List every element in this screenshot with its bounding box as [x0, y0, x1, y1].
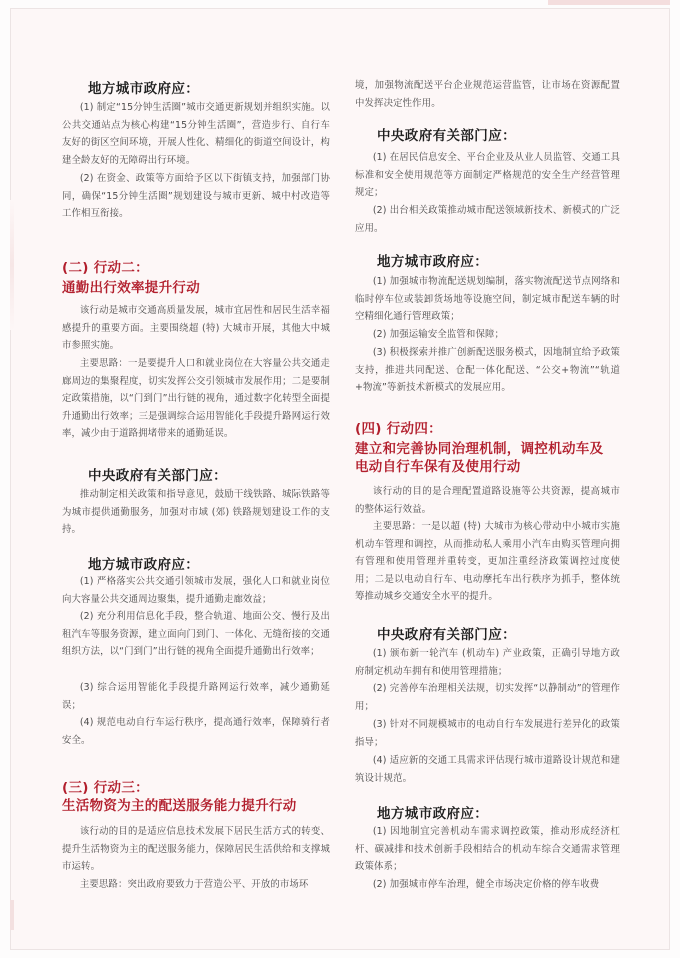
paragraph: (3) 针对不同规模城市的电动自行车发展进行差异化的政策指导； [355, 719, 620, 748]
heading-local-gov: 地方城市政府应： [377, 806, 489, 822]
left-edge-decoration [10, 200, 14, 330]
section-4-title-line1: 建立和完善协同治理机制，调控机动车及 [355, 441, 604, 457]
paragraph: 主要思路：一是要提升人口和就业岗位在大容量公共交通走廊周边的集聚程度，切实发挥公交引领城市发展作用；二是要制定政策措施，以“门到门”出行链的视角，通过数字化转型全面提升通勤出行效率；三是强调综合运用智能化手段提升路网运行效率，减少由于道路拥堵带来的通勤延误。 [62, 358, 330, 440]
paragraph: 主要思路：一是以超 (特) 大城市为核心带动中小城市实施机动车管理和调控，从而推动私人乘用小汽车由购买管理向拥有管理和使用管理并重转变，更加注重经济政策调控过度使用；二是以电动自行车、电动摩托车出行秩序为抓手，整体统筹推动城乡交通安全水平的提升。 [355, 521, 620, 603]
section-2-label: (二) 行动二： [62, 260, 149, 276]
paragraph: 境，加强物流配送平台企业规范运营监管，让市场在资源配置中发挥决定性作用。 [355, 80, 620, 109]
paragraph: (2) 加强城市停车治理，健全市场决定价格的停车收费 [372, 879, 600, 890]
top-accent-bar [548, 0, 670, 5]
section-3-title: 生活物资为主的配送服务能力提升行动 [62, 798, 297, 814]
section-3-label: (三) 行动三： [62, 780, 149, 796]
paragraph: (3) 积极探索并推广创新配送服务模式，因地制宜给予政策支持，推进共同配送、仓配一体化配送、“公交+物流”“轨道+物流”等新技术新模式的发展应用。 [355, 347, 620, 394]
paragraph: (1) 因地制宜完善机动车需求调控政策，推动形成经济杠杆、碳减排和技术创新手段相结合的机动车综合交通需求管理政策体系； [355, 826, 620, 873]
paragraph: (4) 规范电动自行车运行秩序，提高通行效率，保障骑行者安全。 [62, 717, 330, 746]
paragraph: (2) 加强运输安全监管和保障； [372, 329, 505, 340]
paragraph: (3) 综合运用智能化手段提升路网运行效率，减少通勤延误； [62, 682, 330, 711]
paragraph: (1) 颁布新一轮汽车 (机动车) 产业政策，正确引导地方政府制定机动车拥有和使用管理措施； [355, 648, 620, 677]
heading-central-gov: 中央政府有关部门应： [377, 627, 516, 643]
left-edge-decoration-bottom [10, 900, 14, 930]
heading-local-gov: 地方城市政府应： [377, 254, 489, 270]
section-2-title: 通勤出行效率提升行动 [62, 280, 200, 296]
paragraph: (1) 严格落实公共交通引领城市发展，强化人口和就业岗位向大容量公共交通周边聚集，提升通勤走廊效益； [62, 576, 330, 605]
paragraph: 推动制定相关政策和指导意见，鼓励干线铁路、城际铁路等为城市提供通勤服务，加强对市域 (郊) 铁路规划建设工作的支持。 [62, 489, 330, 536]
paragraph: 该行动的目的是适应信息技术发展下居民生活方式的转变、提升生活物资为主的配送服务能力，保障居民生活供给和支撑城市运转。 [62, 826, 330, 873]
heading-local-gov: 地方城市政府应： [88, 81, 200, 97]
heading-central-gov: 中央政府有关部门应： [88, 468, 227, 484]
paragraph: (2) 充分利用信息化手段，整合轨道、地面公交、慢行及出租汽车等服务资源，建立面向门到门、一体化、无缝衔接的交通组织方法，以“门到门”出行链的视角全面提升通勤出行效率； [62, 611, 330, 658]
paragraph: (2) 完善停车治理相关法规，切实发挥“以静制动”的管理作用； [355, 683, 620, 712]
paragraph: 该行动的目的是合理配置道路设施等公共资源，提高城市的整体运行效益。 [355, 486, 620, 515]
paragraph: (1) 加强城市物流配送规划编制，落实物流配送节点网络和临时停车位或装卸货场地等设施空间，制定城市配送车辆的时空精细化通行管理政策； [355, 276, 620, 323]
paragraph: (2) 出台相关政策推动城市配送领域新技术、新模式的广泛应用。 [355, 205, 620, 234]
paragraph: (1) 制定“15分钟生活圈”城市交通更新规划并组织实施。以公共交通站点为核心构建“15分钟生活圈”，营造步行、自行车友好的街区空间环境，开展人性化、精细化的街道空间设计，构建全龄友好的无障碍出行环境。 [62, 102, 330, 166]
heading-local-gov: 地方城市政府应： [88, 557, 200, 573]
paragraph: (2) 在资金、政策等方面给予区以下街镇支持，加强部门协同，确保“15分钟生活圈”规划建设与城市更新、城中村改造等工作相互衔接。 [62, 173, 330, 220]
paragraph: 该行动是城市交通高质量发展，城市宜居性和居民生活幸福感提升的重要方面。主要围绕超 (特) 大城市开展，其他大中城市参照实施。 [62, 305, 330, 352]
paragraph: (4) 适应新的交通工具需求评估现行城市道路设计规范和建筑设计规范。 [355, 755, 620, 784]
paragraph: (1) 在居民信息安全、平台企业及从业人员监管、交通工具标准和安全使用规范等方面制定严格规范的安全生产经营管理规定； [355, 152, 620, 199]
section-4-label: (四) 行动四： [355, 421, 442, 437]
section-4-title-line2: 电动自行车保有及使用行动 [355, 459, 521, 475]
heading-central-gov: 中央政府有关部门应： [377, 128, 516, 144]
paragraph: 主要思路：突出政府要致力于营造公平、开放的市场环 [79, 879, 309, 890]
